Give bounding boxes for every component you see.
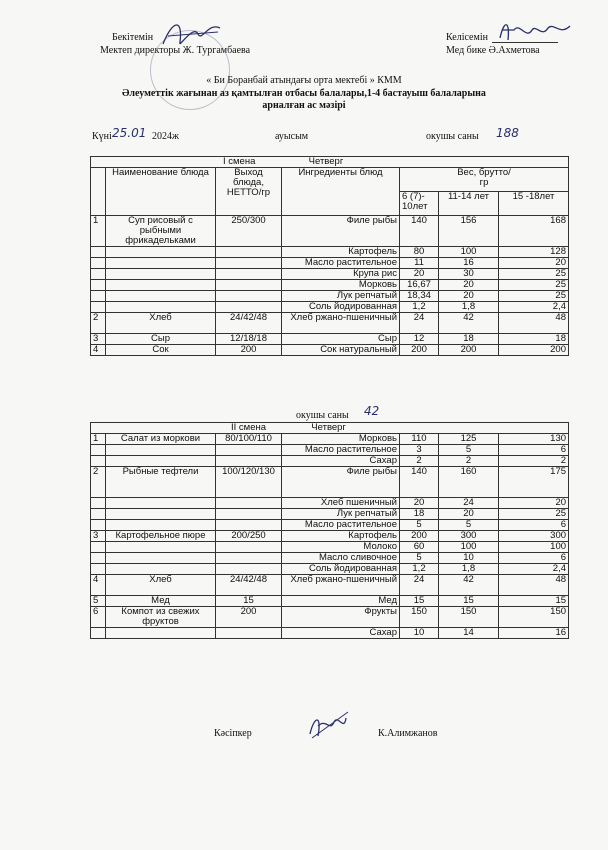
ingredient-name: Хлеб ржано-пшеничный <box>282 313 400 334</box>
shift1-label: I смена <box>223 156 256 167</box>
dish-name <box>106 258 216 269</box>
table-row <box>91 564 569 575</box>
dish-name <box>106 509 216 520</box>
header-ingredients: Ингредиенты блюд <box>282 168 400 216</box>
row-number: 1 <box>91 216 106 247</box>
dish-output: 24/42/48 <box>216 575 282 596</box>
weight-age-11-14: 14 <box>439 628 499 639</box>
weight-age-11-14: 20 <box>439 280 499 291</box>
weight-age-15-18: 168 <box>499 216 569 247</box>
dish-output: 24/42/48 <box>216 313 282 334</box>
table-row <box>91 596 569 607</box>
ingredient-name: Сыр <box>282 334 400 345</box>
row-number <box>91 258 106 269</box>
ingredient-name: Масло сливочное <box>282 553 400 564</box>
weight-age-11-14: 10 <box>439 553 499 564</box>
dish-name <box>106 553 216 564</box>
dish-name <box>106 456 216 467</box>
weight-age-6-10: 150 <box>400 607 439 628</box>
weight-age-6-10: 20 <box>400 269 439 280</box>
header-output: Выход блюда, НЕТТО/гр <box>216 168 282 216</box>
weight-age-6-10: 200 <box>400 345 439 356</box>
weight-age-11-14: 100 <box>439 542 499 553</box>
header-blank <box>91 168 106 216</box>
weight-age-15-18: 300 <box>499 531 569 542</box>
dish-output <box>216 258 282 269</box>
table-row <box>91 280 569 291</box>
count-handwritten: 188 <box>496 126 519 140</box>
row-number <box>91 520 106 531</box>
row-number: 4 <box>91 345 106 356</box>
ingredient-name: Молоко <box>282 542 400 553</box>
weight-age-11-14: 42 <box>439 313 499 334</box>
weight-age-6-10: 5 <box>400 553 439 564</box>
table-row <box>91 520 569 531</box>
table-row <box>91 334 569 345</box>
row-number <box>91 445 106 456</box>
table-row <box>91 258 569 269</box>
table-row <box>91 216 569 247</box>
dish-name <box>106 542 216 553</box>
dish-name: Хлеб <box>106 575 216 596</box>
ingredient-name: Хлеб пшеничный <box>282 498 400 509</box>
weight-age-6-10: 18 <box>400 509 439 520</box>
weight-age-6-10: 18,34 <box>400 291 439 302</box>
dish-output: 80/100/110 <box>216 434 282 445</box>
weight-age-6-10: 200 <box>400 531 439 542</box>
weight-age-11-14: 20 <box>439 291 499 302</box>
table-row <box>91 542 569 553</box>
weight-age-15-18: 6 <box>499 553 569 564</box>
weight-age-11-14: 2 <box>439 456 499 467</box>
table-row <box>91 509 569 520</box>
ingredient-name: Сахар <box>282 456 400 467</box>
dish-output <box>216 269 282 280</box>
row-number: 2 <box>91 313 106 334</box>
weight-age-15-18: 2,4 <box>499 564 569 575</box>
dish-output <box>216 509 282 520</box>
ingredient-name: Сахар <box>282 628 400 639</box>
weight-age-11-14: 18 <box>439 334 499 345</box>
weight-age-15-18: 48 <box>499 575 569 596</box>
entrepreneur-signature <box>304 708 354 744</box>
weight-age-6-10: 60 <box>400 542 439 553</box>
weight-age-15-18: 128 <box>499 247 569 258</box>
dish-name: Картофельное пюре <box>106 531 216 542</box>
weight-age-15-18: 2,4 <box>499 302 569 313</box>
ingredient-name: Филе рыбы <box>282 216 400 247</box>
dish-output <box>216 280 282 291</box>
dish-name: Компот из свежих фруктов <box>106 607 216 628</box>
year: 2024ж <box>152 131 179 142</box>
weight-age-15-18: 15 <box>499 596 569 607</box>
weight-age-15-18: 130 <box>499 434 569 445</box>
weight-age-11-14: 1,8 <box>439 564 499 575</box>
row-number <box>91 509 106 520</box>
shift2-weekday: Четверг <box>311 422 346 433</box>
row-number: 4 <box>91 575 106 596</box>
dish-name: Рыбные тефтели <box>106 467 216 498</box>
dish-output <box>216 291 282 302</box>
dish-output: 15 <box>216 596 282 607</box>
dish-output <box>216 520 282 531</box>
dish-name: Сыр <box>106 334 216 345</box>
weight-age-11-14: 160 <box>439 467 499 498</box>
dish-name <box>106 520 216 531</box>
weight-age-15-18: 100 <box>499 542 569 553</box>
dish-output <box>216 553 282 564</box>
weight-age-6-10: 1,2 <box>400 564 439 575</box>
weight-age-6-10: 140 <box>400 216 439 247</box>
row-number: 5 <box>91 596 106 607</box>
dish-name: Мед <box>106 596 216 607</box>
dish-output <box>216 628 282 639</box>
footer-right: К.Алимжанов <box>378 728 438 739</box>
weight-age-15-18: 20 <box>499 498 569 509</box>
footer-left: Кәсіпкер <box>214 728 252 739</box>
ingredient-name: Лук репчатый <box>282 509 400 520</box>
weight-age-15-18: 2 <box>499 456 569 467</box>
row-number <box>91 280 106 291</box>
row-number <box>91 553 106 564</box>
shift1-title-row <box>91 157 569 168</box>
table-row <box>91 434 569 445</box>
row-number <box>91 302 106 313</box>
weight-age-15-18: 18 <box>499 334 569 345</box>
ingredient-name: Морковь <box>282 280 400 291</box>
ingredient-name: Филе рыбы <box>282 467 400 498</box>
header-age1: 6 (7)- 10лет <box>400 192 439 216</box>
weight-age-11-14: 100 <box>439 247 499 258</box>
approve-label: Бекітемін <box>112 32 154 43</box>
weight-age-15-18: 16 <box>499 628 569 639</box>
weight-age-11-14: 20 <box>439 509 499 520</box>
table-row <box>91 607 569 628</box>
table-row <box>91 575 569 596</box>
weight-age-15-18: 48 <box>499 313 569 334</box>
weight-age-6-10: 15 <box>400 596 439 607</box>
header-weight-text: Вес, брутто/гр <box>457 167 511 188</box>
weight-age-6-10: 24 <box>400 313 439 334</box>
dish-name: Суп рисовый с рыбными фрикадельками <box>106 216 216 247</box>
weight-age-15-18: 200 <box>499 345 569 356</box>
dish-output: 200 <box>216 607 282 628</box>
weight-age-6-10: 16,67 <box>400 280 439 291</box>
dish-output <box>216 302 282 313</box>
date-handwritten: 25.01 <box>112 126 147 140</box>
weight-age-11-14: 1,8 <box>439 302 499 313</box>
weight-age-6-10: 140 <box>400 467 439 498</box>
table-row <box>91 291 569 302</box>
weight-age-15-18: 25 <box>499 291 569 302</box>
dish-name: Сок <box>106 345 216 356</box>
agree-by: Мед бике Ә.Ахметова <box>446 45 540 56</box>
weight-age-15-18: 6 <box>499 445 569 456</box>
table-row <box>91 302 569 313</box>
dish-name <box>106 564 216 575</box>
header-age3: 15 -18лет <box>499 192 569 216</box>
weight-age-11-14: 5 <box>439 445 499 456</box>
weight-age-6-10: 12 <box>400 334 439 345</box>
weight-age-11-14: 15 <box>439 596 499 607</box>
weight-age-15-18: 150 <box>499 607 569 628</box>
dish-name <box>106 445 216 456</box>
table-row <box>91 467 569 498</box>
school-title: « Би Боранбай атындағы орта мектебі » КММ <box>206 75 402 86</box>
dish-name <box>106 280 216 291</box>
dish-output: 250/300 <box>216 216 282 247</box>
subtitle-line2: арналған ас мәзірі <box>262 100 346 111</box>
weight-age-6-10: 24 <box>400 575 439 596</box>
shift2-label: II смена <box>231 422 267 433</box>
shift2-count-handwritten: 42 <box>364 404 380 418</box>
weight-age-11-14: 156 <box>439 216 499 247</box>
ingredient-name: Масло растительное <box>282 258 400 269</box>
ingredient-name: Морковь <box>282 434 400 445</box>
row-number: 2 <box>91 467 106 498</box>
dish-name <box>106 628 216 639</box>
row-number <box>91 247 106 258</box>
weight-age-6-10: 5 <box>400 520 439 531</box>
nurse-signature <box>496 18 576 48</box>
row-number: 1 <box>91 434 106 445</box>
dish-output: 200 <box>216 345 282 356</box>
row-number: 3 <box>91 531 106 542</box>
dish-output <box>216 247 282 258</box>
dish-name <box>106 302 216 313</box>
weight-age-6-10: 3 <box>400 445 439 456</box>
weight-age-11-14: 5 <box>439 520 499 531</box>
row-number <box>91 564 106 575</box>
header-dish: Наименование блюда <box>106 168 216 216</box>
shift2-menu-table <box>90 422 569 639</box>
ingredient-name: Лук репчатый <box>282 291 400 302</box>
table-row <box>91 247 569 258</box>
shift2-count-label: окушы саны <box>296 410 349 421</box>
table-row <box>91 445 569 456</box>
table-row <box>91 456 569 467</box>
weight-age-11-14: 150 <box>439 607 499 628</box>
dish-output <box>216 542 282 553</box>
dish-output: 12/18/18 <box>216 334 282 345</box>
header-age2: 11-14 лет <box>439 192 499 216</box>
ingredient-name: Хлеб ржано-пшеничный <box>282 575 400 596</box>
agree-label: Келісемін <box>446 32 488 43</box>
ingredient-name: Фрукты <box>282 607 400 628</box>
weight-age-11-14: 42 <box>439 575 499 596</box>
shift-label: ауысым <box>275 131 309 142</box>
ingredient-name: Масло растительное <box>282 445 400 456</box>
table-row <box>91 531 569 542</box>
weight-age-11-14: 300 <box>439 531 499 542</box>
row-number <box>91 542 106 553</box>
row-number: 3 <box>91 334 106 345</box>
day-label: Күні <box>92 131 112 142</box>
weight-age-11-14: 16 <box>439 258 499 269</box>
shift1-weekday: Четверг <box>308 156 344 167</box>
dish-name <box>106 247 216 258</box>
shift2-title-row <box>91 423 569 434</box>
row-number <box>91 498 106 509</box>
weight-age-11-14: 200 <box>439 345 499 356</box>
dish-name <box>106 269 216 280</box>
table-row <box>91 628 569 639</box>
dish-output: 200/250 <box>216 531 282 542</box>
ingredient-name: Соль йодированная <box>282 302 400 313</box>
weight-age-15-18: 25 <box>499 269 569 280</box>
dish-output <box>216 456 282 467</box>
dish-name: Салат из моркови <box>106 434 216 445</box>
row-number <box>91 628 106 639</box>
row-number <box>91 291 106 302</box>
dish-name <box>106 291 216 302</box>
weight-age-6-10: 110 <box>400 434 439 445</box>
dish-output: 100/120/130 <box>216 467 282 498</box>
row-number <box>91 456 106 467</box>
weight-age-6-10: 1,2 <box>400 302 439 313</box>
weight-age-6-10: 11 <box>400 258 439 269</box>
weight-age-6-10: 20 <box>400 498 439 509</box>
row-number: 6 <box>91 607 106 628</box>
table-row <box>91 498 569 509</box>
table-row <box>91 313 569 334</box>
weight-age-15-18: 6 <box>499 520 569 531</box>
shift1-menu-table <box>90 156 569 356</box>
weight-age-6-10: 10 <box>400 628 439 639</box>
dish-name: Хлеб <box>106 313 216 334</box>
ingredient-name: Сок натуральный <box>282 345 400 356</box>
row-number <box>91 269 106 280</box>
dish-name <box>106 498 216 509</box>
weight-age-15-18: 20 <box>499 258 569 269</box>
weight-age-15-18: 25 <box>499 280 569 291</box>
header-weight <box>400 168 569 192</box>
table-row <box>91 345 569 356</box>
dish-output <box>216 445 282 456</box>
dish-output <box>216 498 282 509</box>
table-row <box>91 269 569 280</box>
weight-age-6-10: 2 <box>400 456 439 467</box>
ingredient-name: Крупа рис <box>282 269 400 280</box>
ingredient-name: Мед <box>282 596 400 607</box>
ingredient-name: Соль йодированная <box>282 564 400 575</box>
weight-age-11-14: 30 <box>439 269 499 280</box>
weight-age-11-14: 125 <box>439 434 499 445</box>
ingredient-name: Картофель <box>282 531 400 542</box>
director-signature <box>158 14 228 54</box>
subtitle-line1: Әлеуметтік жағынан аз қамтылған отбасы балалары,1-4 бастауыш балаларына <box>122 88 486 99</box>
weight-age-15-18: 25 <box>499 509 569 520</box>
table-row <box>91 553 569 564</box>
weight-age-11-14: 24 <box>439 498 499 509</box>
approve-by: Мектеп директоры Ж. Тургамбаева <box>100 45 251 56</box>
ingredient-name: Масло растительное <box>282 520 400 531</box>
weight-age-6-10: 80 <box>400 247 439 258</box>
ingredient-name: Картофель <box>282 247 400 258</box>
count-label: окушы саны <box>426 131 479 142</box>
dish-output <box>216 564 282 575</box>
weight-age-15-18: 175 <box>499 467 569 498</box>
